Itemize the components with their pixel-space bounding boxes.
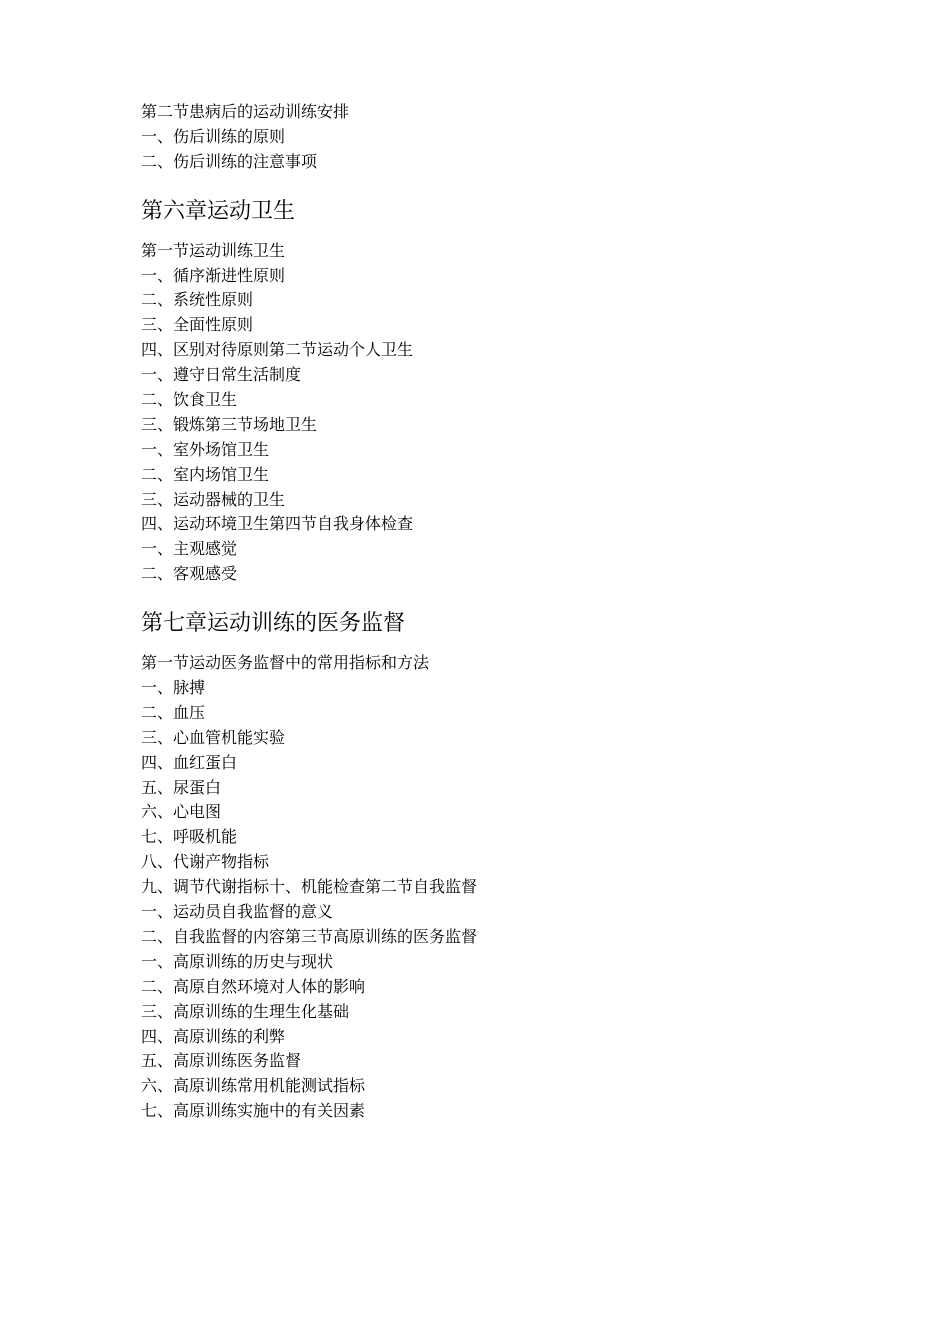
list-item: 三、锻炼第三节场地卫生 xyxy=(141,414,318,434)
list-item: 九、调节代谢指标十、机能检查第二节自我监督 xyxy=(141,877,478,897)
list-item: 二、高原自然环境对人体的影响 xyxy=(141,976,366,996)
list-item: 二、血压 xyxy=(141,702,206,722)
list-item: 七、高原训练实施中的有关因素 xyxy=(141,1101,366,1121)
list-item: 一、室外场馆卫生 xyxy=(141,439,270,459)
chapter-6-title: 第六章运动卫生 xyxy=(141,198,296,224)
list-item: 二、系统性原则 xyxy=(141,290,254,310)
list-item: 一、循序渐进性原则 xyxy=(141,265,286,285)
section-heading: 第一节运动训练卫生 xyxy=(141,240,286,260)
list-item: 五、高原训练医务监督 xyxy=(141,1051,302,1071)
list-item: 二、饮食卫生 xyxy=(141,390,238,410)
list-item: 五、尿蛋白 xyxy=(141,777,222,797)
list-item: 七、呼吸机能 xyxy=(141,827,238,847)
list-item: 六、高原训练常用机能测试指标 xyxy=(141,1076,366,1096)
list-item: 三、高原训练的生理生化基础 xyxy=(141,1001,350,1021)
list-item: 四、区别对待原则第二节运动个人卫生 xyxy=(141,340,414,360)
list-item: 三、心血管机能实验 xyxy=(141,727,286,747)
list-item: 一、脉搏 xyxy=(141,678,206,698)
chapter-7-title: 第七章运动训练的医务监督 xyxy=(141,611,406,637)
list-item: 八、代谢产物指标 xyxy=(141,852,270,872)
list-item: 二、室内场馆卫生 xyxy=(141,464,270,484)
list-item: 二、伤后训练的注意事项 xyxy=(141,151,318,171)
list-item: 四、高原训练的利弊 xyxy=(141,1026,286,1046)
list-item: 一、主观感觉 xyxy=(141,539,238,559)
previous-section-block xyxy=(141,100,841,175)
chapter-6-block xyxy=(141,239,841,587)
section-heading: 第二节患病后的运动训练安排 xyxy=(141,102,350,121)
list-item: 六、心电图 xyxy=(141,802,222,822)
list-item: 二、自我监督的内容第三节高原训练的医务监督 xyxy=(141,926,478,946)
list-item: 一、遵守日常生活制度 xyxy=(141,365,302,385)
list-item: 一、运动员自我监督的意义 xyxy=(141,902,334,922)
list-item: 二、客观感受 xyxy=(141,564,238,584)
list-item: 三、全面性原则 xyxy=(141,315,254,335)
list-item: 一、高原训练的历史与现状 xyxy=(141,951,334,971)
list-item: 三、运动器械的卫生 xyxy=(141,489,286,509)
list-item: 四、运动环境卫生第四节自我身体检查 xyxy=(141,514,414,534)
list-item: 四、血红蛋白 xyxy=(141,752,238,772)
chapter-7-block xyxy=(141,651,841,1124)
section-heading: 第一节运动医务监督中的常用指标和方法 xyxy=(141,653,430,673)
list-item: 一、伤后训练的原则 xyxy=(141,126,286,146)
document-page xyxy=(141,100,841,1124)
